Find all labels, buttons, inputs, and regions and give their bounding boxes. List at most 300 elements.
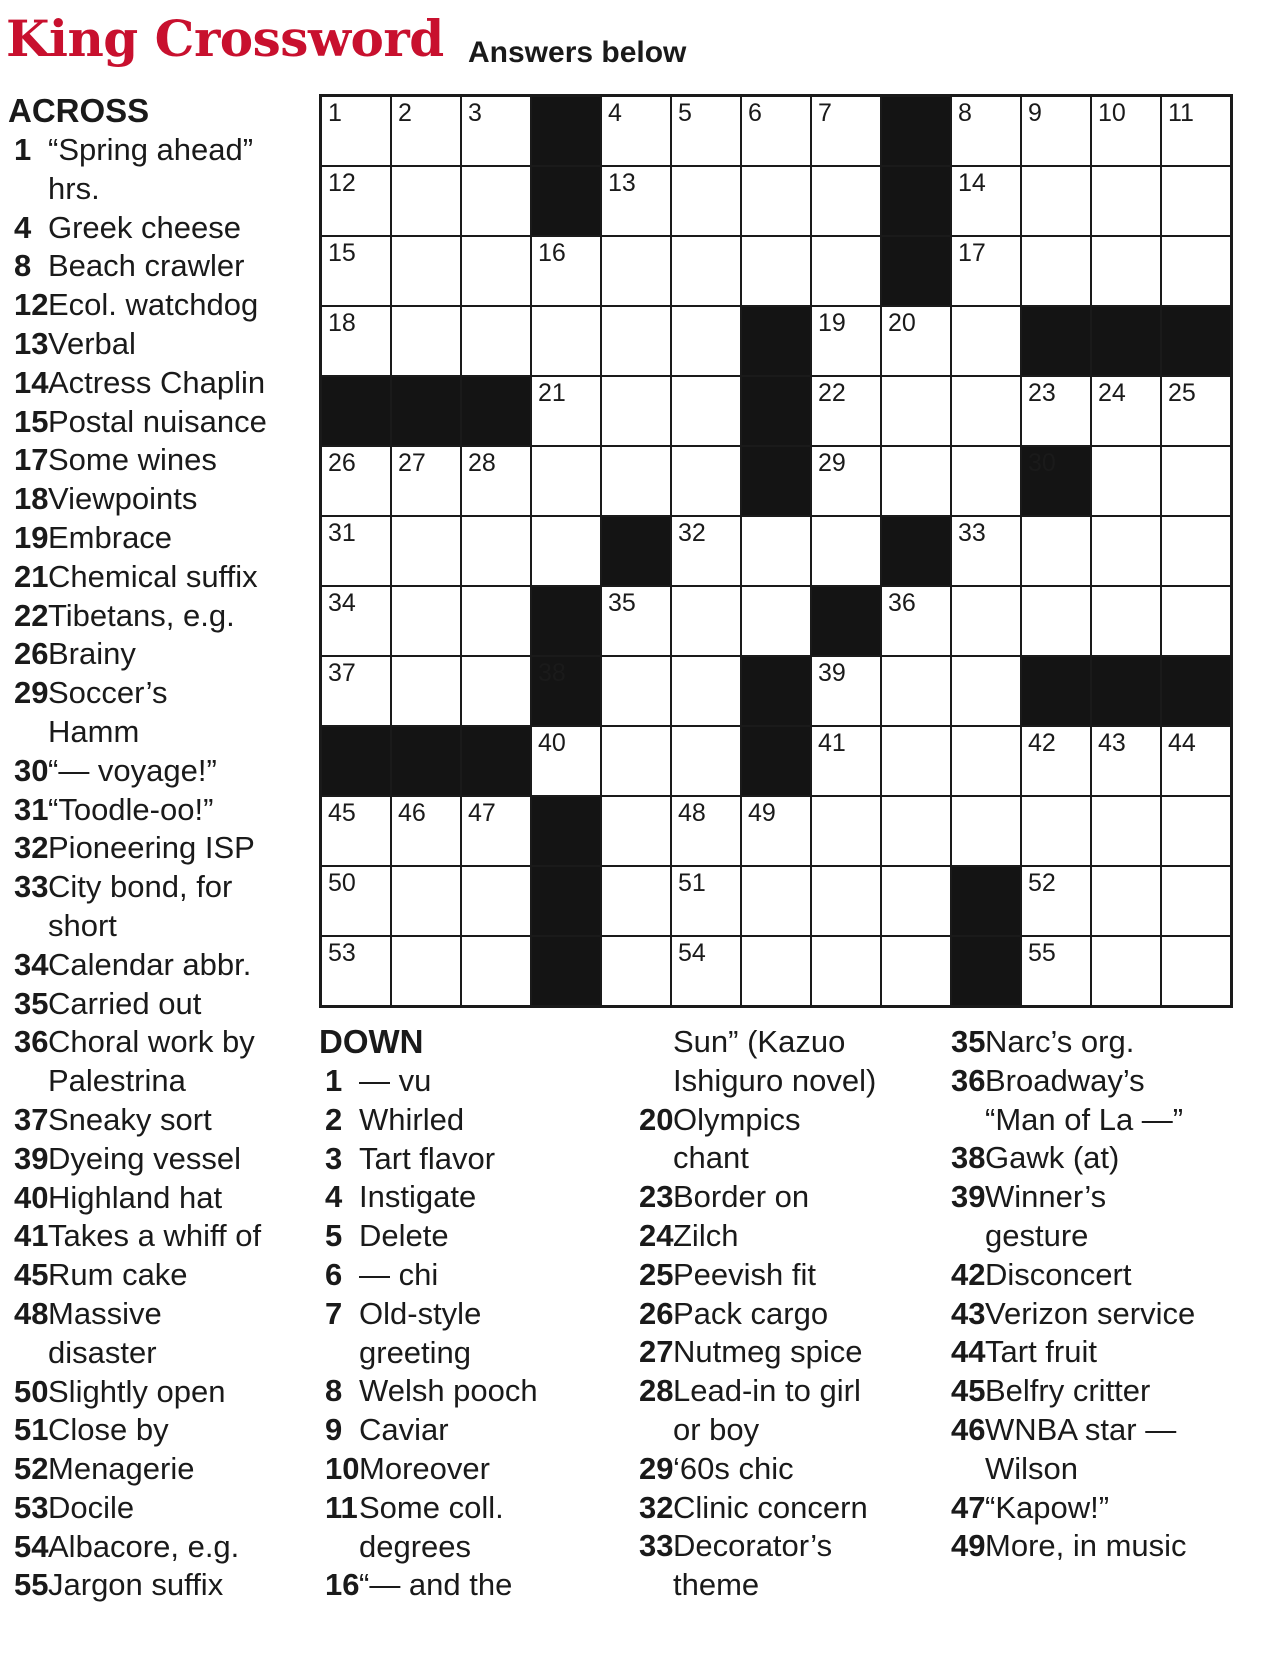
grid-cell[interactable]: [952, 517, 1020, 585]
cell-number: 18: [328, 309, 356, 337]
grid-cell[interactable]: [1162, 587, 1230, 655]
grid-cell[interactable]: [462, 517, 530, 585]
grid-cell[interactable]: [462, 167, 530, 235]
grid-cell[interactable]: [322, 237, 390, 305]
clue-text: Welsh pooch: [359, 1373, 538, 1409]
clue-line: [8, 1023, 267, 1062]
clue-text: Some wines: [48, 442, 217, 478]
grid-cell[interactable]: [532, 727, 600, 795]
grid-cell[interactable]: [742, 867, 810, 935]
clue-number: 25: [639, 1256, 674, 1292]
black-square: [392, 727, 460, 795]
clue-number: 17: [14, 442, 49, 478]
cell-number: 17: [958, 239, 986, 267]
grid-cell[interactable]: [1022, 797, 1090, 865]
clue-text: WNBA star —: [985, 1411, 1177, 1447]
grid-cell[interactable]: [322, 797, 390, 865]
grid-cell[interactable]: [602, 377, 670, 445]
grid-cell[interactable]: [462, 867, 530, 935]
clue-text: or boy: [673, 1411, 760, 1447]
clue-text: Chemical suffix: [48, 558, 258, 594]
clue-number: 12: [14, 287, 49, 323]
clue-number: 45: [14, 1257, 49, 1293]
clue-number: 51: [14, 1412, 49, 1448]
clue-line: [945, 1295, 1195, 1334]
cell-number: 14: [958, 169, 986, 197]
clue-text: Takes a whiff of: [48, 1218, 262, 1254]
clue-number: 6: [325, 1256, 343, 1292]
clue-text: Clinic concern: [673, 1489, 868, 1525]
clue-number: 33: [14, 869, 49, 905]
black-square: [1022, 447, 1090, 515]
grid-cell[interactable]: [322, 97, 390, 165]
grid-cell[interactable]: [742, 797, 810, 865]
clue-line: [319, 1062, 538, 1101]
cell-number: 30: [1028, 449, 1056, 477]
grid-cell[interactable]: [602, 937, 670, 1005]
clue-text: gesture: [985, 1217, 1089, 1253]
grid-cell[interactable]: [1162, 167, 1230, 235]
clue-number: 9: [325, 1412, 343, 1448]
clue-line: [633, 1527, 876, 1566]
grid-cell[interactable]: [1162, 797, 1230, 865]
clue-text: Zilch: [673, 1217, 739, 1253]
clue-number: 1: [325, 1063, 343, 1098]
grid-cell[interactable]: [882, 727, 950, 795]
grid-cell[interactable]: [952, 447, 1020, 515]
clue-text: Wilson: [985, 1450, 1079, 1486]
grid-cell[interactable]: [742, 517, 810, 585]
grid-cell[interactable]: [392, 937, 460, 1005]
clue-line: [8, 1528, 267, 1567]
clue-text: “Kapow!”: [985, 1489, 1110, 1525]
grid-cell[interactable]: [602, 237, 670, 305]
down-clue-list-2: [633, 1023, 876, 1605]
black-square: [882, 237, 950, 305]
grid-cell[interactable]: [462, 237, 530, 305]
clue-text: Verbal: [48, 325, 136, 361]
clue-text: Olympics: [673, 1101, 801, 1137]
clue-line: [633, 1333, 876, 1372]
clue-line: [8, 286, 267, 325]
cell-number: 36: [888, 589, 916, 617]
clue-text: Menagerie: [48, 1451, 195, 1487]
clue-number: 16: [325, 1567, 360, 1603]
clue-number: 48: [14, 1295, 49, 1331]
grid-cell[interactable]: [1162, 447, 1230, 515]
clue-number: 43: [951, 1295, 986, 1331]
clue-number: 36: [951, 1062, 986, 1098]
clue-text: Winner’s: [985, 1179, 1107, 1215]
grid-cell[interactable]: [1092, 937, 1160, 1005]
grid-cell[interactable]: [532, 447, 600, 515]
clue-text: Ishiguro novel): [673, 1062, 877, 1098]
grid-cell[interactable]: [952, 797, 1020, 865]
black-square: [462, 727, 530, 795]
grid-cell[interactable]: [532, 237, 600, 305]
grid-cell[interactable]: [952, 167, 1020, 235]
grid-cell[interactable]: [602, 797, 670, 865]
cell-number: 10: [1098, 99, 1126, 127]
clue-line: [8, 403, 267, 442]
clue-number: 18: [14, 481, 49, 517]
down-clues-column-1: [319, 1023, 538, 1605]
clue-line: [319, 1489, 538, 1528]
grid-cell[interactable]: [812, 797, 880, 865]
clue-text: Highland hat: [48, 1179, 223, 1215]
clue-number: 7: [325, 1295, 343, 1331]
grid-cell[interactable]: [1162, 517, 1230, 585]
clue-line: [8, 170, 267, 209]
grid-cell[interactable]: [882, 307, 950, 375]
grid-cell[interactable]: [1022, 587, 1090, 655]
grid-cell[interactable]: [1022, 937, 1090, 1005]
grid-cell[interactable]: [952, 587, 1020, 655]
grid-cell[interactable]: [812, 867, 880, 935]
grid-cell[interactable]: [672, 727, 740, 795]
clue-number: 10: [325, 1450, 360, 1486]
cell-number: 38: [538, 659, 566, 687]
clue-text: Beach crawler: [48, 248, 245, 284]
grid-cell[interactable]: [882, 657, 950, 725]
grid-cell[interactable]: [742, 937, 810, 1005]
black-square: [882, 517, 950, 585]
clue-number: 39: [14, 1140, 49, 1176]
clue-text: Lead-in to girl: [673, 1373, 861, 1409]
grid-cell[interactable]: [952, 727, 1020, 795]
clue-line: [633, 1372, 876, 1411]
down-clues-column-3: [945, 1023, 1195, 1566]
clue-text: Narc’s org.: [985, 1024, 1135, 1059]
grid-cell[interactable]: [392, 307, 460, 375]
clue-text: Carried out: [48, 985, 202, 1021]
grid-cell[interactable]: [462, 307, 530, 375]
grid-cell[interactable]: [1092, 377, 1160, 445]
clue-line: [319, 1334, 538, 1373]
cell-number: 39: [818, 659, 846, 687]
clue-line: [633, 1489, 876, 1528]
grid-cell[interactable]: [882, 447, 950, 515]
black-square: [602, 517, 670, 585]
grid-cell[interactable]: [392, 237, 460, 305]
clue-number: 26: [639, 1295, 674, 1331]
cell-number: 3: [468, 99, 482, 127]
clue-line: [8, 1411, 267, 1450]
clue-number: 53: [14, 1489, 49, 1525]
clue-number: 30: [14, 752, 49, 788]
grid-cell[interactable]: [602, 97, 670, 165]
clue-number: 55: [14, 1567, 49, 1603]
black-square: [742, 657, 810, 725]
clue-line: [319, 1140, 538, 1179]
clue-text: Brainy: [48, 636, 136, 672]
clue-text: Postal nuisance: [48, 403, 267, 439]
grid-cell[interactable]: [1022, 727, 1090, 795]
grid-cell[interactable]: [812, 447, 880, 515]
cell-number: 44: [1168, 729, 1196, 757]
clue-number: 32: [14, 830, 49, 866]
grid-cell[interactable]: [1162, 727, 1230, 795]
cell-number: 13: [608, 169, 636, 197]
grid-cell[interactable]: [672, 167, 740, 235]
grid-cell[interactable]: [672, 447, 740, 515]
grid-cell[interactable]: [812, 657, 880, 725]
grid-cell[interactable]: [672, 377, 740, 445]
grid-cell[interactable]: [532, 307, 600, 375]
grid-cell[interactable]: [672, 867, 740, 935]
grid-cell[interactable]: [882, 937, 950, 1005]
clue-text: Disconcert: [985, 1256, 1132, 1292]
grid-cell[interactable]: [1022, 867, 1090, 935]
grid-cell[interactable]: [1092, 517, 1160, 585]
clue-text: Slightly open: [48, 1373, 226, 1409]
clue-line: [633, 1062, 876, 1101]
clue-number: 41: [14, 1218, 49, 1254]
grid-cell[interactable]: [1092, 587, 1160, 655]
cell-number: 51: [678, 869, 706, 897]
grid-cell[interactable]: [672, 937, 740, 1005]
grid-cell[interactable]: [742, 587, 810, 655]
grid-cell[interactable]: [812, 237, 880, 305]
grid-cell[interactable]: [462, 937, 530, 1005]
grid-cell[interactable]: [952, 97, 1020, 165]
grid-cell[interactable]: [672, 97, 740, 165]
grid-cell[interactable]: [1162, 237, 1230, 305]
grid-cell[interactable]: [1092, 447, 1160, 515]
clue-text: — vu: [359, 1063, 432, 1098]
grid-cell[interactable]: [322, 307, 390, 375]
clue-line: [945, 1023, 1195, 1062]
grid-cell[interactable]: [322, 517, 390, 585]
clue-line: [8, 441, 267, 480]
black-square: [1162, 657, 1230, 725]
clue-line: [633, 1139, 876, 1178]
clue-number: 50: [14, 1373, 49, 1409]
grid-cell[interactable]: [882, 377, 950, 445]
grid-cell[interactable]: [812, 937, 880, 1005]
clue-number: 20: [639, 1101, 674, 1137]
clue-line: [8, 1566, 267, 1605]
grid-cell[interactable]: [1162, 377, 1230, 445]
grid-cell[interactable]: [1092, 727, 1160, 795]
clue-line: [319, 1372, 538, 1411]
cell-number: 2: [398, 99, 412, 127]
black-square: [1092, 307, 1160, 375]
grid-cell[interactable]: [462, 97, 530, 165]
cell-number: 42: [1028, 729, 1056, 757]
clue-number: 49: [951, 1528, 986, 1564]
grid-cell[interactable]: [1092, 867, 1160, 935]
grid-cell[interactable]: [1092, 167, 1160, 235]
grid-cell[interactable]: [812, 377, 880, 445]
clue-text: hrs.: [48, 170, 100, 206]
grid-cell[interactable]: [1092, 797, 1160, 865]
clue-line: [8, 1179, 267, 1218]
clue-line: [319, 1178, 538, 1217]
grid-cell[interactable]: [392, 657, 460, 725]
grid-cell[interactable]: [392, 517, 460, 585]
clue-text: “— voyage!”: [48, 752, 217, 788]
grid-cell[interactable]: [322, 657, 390, 725]
clue-text: Close by: [48, 1412, 169, 1448]
grid-cell[interactable]: [742, 97, 810, 165]
grid-cell[interactable]: [952, 307, 1020, 375]
grid-cell[interactable]: [1092, 97, 1160, 165]
cell-number: 34: [328, 589, 356, 617]
grid-cell[interactable]: [392, 97, 460, 165]
clue-number: 36: [14, 1024, 49, 1060]
clue-line: [633, 1566, 876, 1605]
grid-cell[interactable]: [882, 797, 950, 865]
clue-text: Dyeing vessel: [48, 1140, 241, 1176]
grid-cell[interactable]: [672, 587, 740, 655]
black-square: [882, 167, 950, 235]
clue-text: Sun” (Kazuo: [673, 1024, 846, 1059]
grid-cell[interactable]: [882, 867, 950, 935]
clue-number: 2: [325, 1101, 343, 1137]
cell-number: 22: [818, 379, 846, 407]
clue-number: 46: [951, 1411, 986, 1447]
grid-cell[interactable]: [392, 867, 460, 935]
grid-cell[interactable]: [812, 517, 880, 585]
clue-line: [945, 1062, 1195, 1101]
grid-cell[interactable]: [742, 167, 810, 235]
cell-number: 48: [678, 799, 706, 827]
grid-cell[interactable]: [392, 587, 460, 655]
grid-cell[interactable]: [602, 727, 670, 795]
clue-text: “Man of La —”: [985, 1101, 1184, 1137]
grid-cell[interactable]: [392, 167, 460, 235]
black-square: [462, 377, 530, 445]
clue-number: 28: [639, 1373, 674, 1409]
grid-cell[interactable]: [672, 517, 740, 585]
grid-cell[interactable]: [672, 237, 740, 305]
clue-text: Massive: [48, 1295, 162, 1331]
clue-text: Ecol. watchdog: [48, 287, 259, 323]
grid-cell[interactable]: [532, 517, 600, 585]
grid-cell[interactable]: [742, 237, 810, 305]
cell-number: 12: [328, 169, 356, 197]
grid-cell[interactable]: [812, 307, 880, 375]
across-clue-list: [8, 131, 267, 1605]
cell-number: 4: [608, 99, 622, 127]
clue-line: [8, 1489, 267, 1528]
grid-cell[interactable]: [602, 587, 670, 655]
black-square: [532, 937, 600, 1005]
grid-cell[interactable]: [602, 167, 670, 235]
grid-cell[interactable]: [392, 447, 460, 515]
grid-cell[interactable]: [462, 447, 530, 515]
clue-text: Caviar: [359, 1412, 449, 1448]
grid-cell[interactable]: [322, 937, 390, 1005]
cell-number: 19: [818, 309, 846, 337]
grid-cell[interactable]: [322, 447, 390, 515]
clue-line: [945, 1450, 1195, 1489]
down-clues-column-2: [633, 1023, 876, 1605]
grid-cell[interactable]: [462, 587, 530, 655]
grid-cell[interactable]: [1022, 167, 1090, 235]
clue-text: Belfry critter: [985, 1373, 1151, 1409]
grid-cell[interactable]: [882, 587, 950, 655]
grid-cell[interactable]: [1022, 377, 1090, 445]
grid-cell[interactable]: [322, 167, 390, 235]
grid-cell[interactable]: [322, 587, 390, 655]
clue-line: [945, 1527, 1195, 1566]
clue-number: 34: [14, 946, 49, 982]
cell-number: 53: [328, 939, 356, 967]
clue-text: Tart flavor: [359, 1140, 496, 1176]
cell-number: 20: [888, 309, 916, 337]
black-square: [532, 657, 600, 725]
clue-number: 35: [14, 985, 49, 1021]
clue-line: [633, 1178, 876, 1217]
grid-cell[interactable]: [1162, 937, 1230, 1005]
clue-number: 33: [639, 1528, 674, 1564]
grid-cell[interactable]: [672, 657, 740, 725]
grid-cell[interactable]: [462, 657, 530, 725]
cell-number: 37: [328, 659, 356, 687]
clue-line: [945, 1489, 1195, 1528]
across-heading: ACROSS: [8, 92, 150, 129]
cell-number: 54: [678, 939, 706, 967]
clue-line: [633, 1411, 876, 1450]
grid-cell[interactable]: [812, 167, 880, 235]
cell-number: 8: [958, 99, 972, 127]
grid-cell[interactable]: [602, 447, 670, 515]
grid-cell[interactable]: [392, 797, 460, 865]
grid-cell[interactable]: [1022, 97, 1090, 165]
clue-number: 29: [639, 1450, 674, 1486]
clue-line: [945, 1333, 1195, 1372]
black-square: [1022, 307, 1090, 375]
grid-cell[interactable]: [1162, 867, 1230, 935]
clue-line: [319, 1101, 538, 1140]
grid-cell[interactable]: [672, 797, 740, 865]
grid-cell[interactable]: [952, 377, 1020, 445]
grid-cell[interactable]: [952, 237, 1020, 305]
clue-line: [8, 1101, 267, 1140]
clue-number: 26: [14, 636, 49, 672]
cell-number: 11: [1168, 99, 1194, 127]
grid-cell[interactable]: [672, 307, 740, 375]
clue-text: Viewpoints: [48, 481, 198, 517]
clue-number: 47: [951, 1489, 986, 1525]
grid-cell[interactable]: [532, 377, 600, 445]
grid-cell[interactable]: [462, 797, 530, 865]
grid-cell[interactable]: [952, 657, 1020, 725]
clue-text: short: [48, 907, 117, 943]
clue-text: “Toodle-oo!”: [48, 791, 214, 827]
clue-line: [8, 131, 267, 170]
grid-cell[interactable]: [1022, 517, 1090, 585]
grid-cell[interactable]: [602, 867, 670, 935]
clue-text: Instigate: [359, 1179, 477, 1215]
clue-number: 45: [951, 1373, 986, 1409]
grid-cell[interactable]: [322, 867, 390, 935]
clue-number: 29: [14, 675, 49, 711]
clue-line: [319, 1295, 538, 1334]
grid-cell[interactable]: [812, 97, 880, 165]
clue-text: Peevish fit: [673, 1256, 817, 1292]
grid-cell[interactable]: [1022, 237, 1090, 305]
grid-cell[interactable]: [812, 727, 880, 795]
clue-line: [8, 713, 267, 752]
grid-cell[interactable]: [602, 307, 670, 375]
grid-cell[interactable]: [1162, 97, 1230, 165]
grid-cell[interactable]: [602, 657, 670, 725]
grid-cell[interactable]: [1092, 237, 1160, 305]
across-clues-column: [8, 92, 267, 1605]
